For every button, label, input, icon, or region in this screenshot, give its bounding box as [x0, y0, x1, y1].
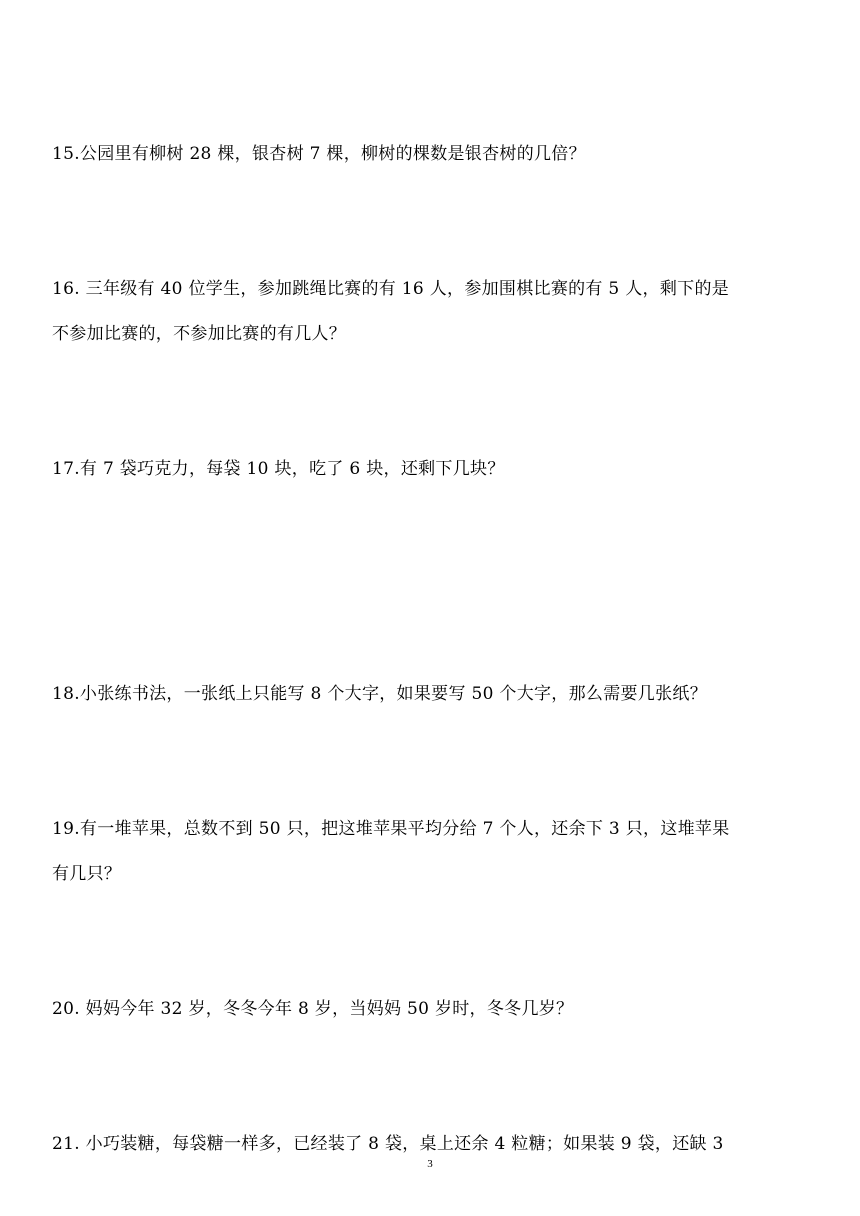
- question-21-line-1: 21. 小巧装糖，每袋糖一样多，已经装了 8 袋，桌上还余 4 粒糖；如果装 9 袋，还缺 3: [52, 1134, 724, 1154]
- page-number: 3: [427, 1158, 433, 1170]
- question-16-line-2: 不参加比赛的，不参加比赛的有几人？: [52, 324, 347, 344]
- question-15-line-1: 15.公园里有柳树 28 棵，银杏树 7 棵，柳树的棵数是银杏树的几倍？: [52, 144, 586, 164]
- question-19-line-2: 有几只？: [52, 864, 122, 884]
- question-20-line-1: 20. 妈妈今年 32 岁，冬冬今年 8 岁，当妈妈 50 岁时，冬冬几岁？: [52, 999, 574, 1019]
- question-18-line-1: 18.小张练书法，一张纸上只能写 8 个大字，如果要写 50 个大字，那么需要几张纸？: [52, 684, 707, 704]
- question-19-line-1: 19.有一堆苹果，总数不到 50 只，把这堆苹果平均分给 7 个人，还余下 3 只，这堆苹果: [52, 819, 730, 839]
- question-16-line-1: 16. 三年级有 40 位学生，参加跳绳比赛的有 16 人，参加围棋比赛的有 5 人，剩下的是: [52, 279, 730, 299]
- question-17-line-1: 17.有 7 袋巧克力，每袋 10 块，吃了 6 块，还剩下几块？: [52, 459, 505, 479]
